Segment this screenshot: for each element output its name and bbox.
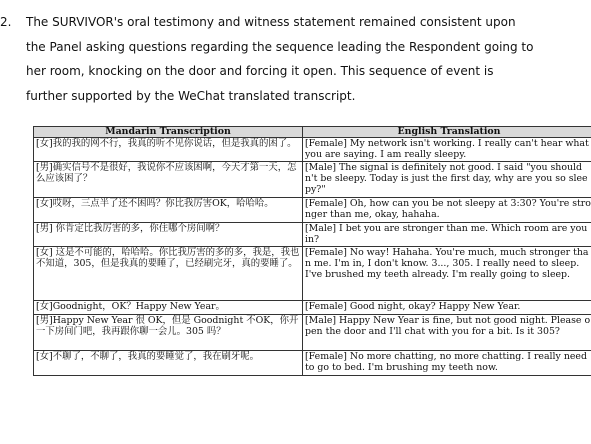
english-cell: [Male] Happy New Year is fine, but not good night. Please open the door and I'll chat with you for a bit. Is it 305? [303, 315, 591, 351]
header-english-translation: English Translation [303, 127, 591, 138]
mandarin-cell: [男] 你肯定比我厉害的多，你住哪个房间啊？ [34, 223, 303, 247]
wechat-transcript-table [33, 126, 591, 376]
paragraph-text: The SURVIVOR's oral testimony and witness statement remained consistent upon the Panel asking questions regarding the sequence leading the Respondent going to her room, knocking on the door and forcing it open. This sequence of event is further supported by the WeChat translated transcript. [26, 15, 534, 103]
english-cell: [Female] Good night, okay? Happy New Year. [303, 301, 591, 315]
table-row [34, 315, 591, 351]
header-mandarin-transcription: Mandarin Transcription [34, 127, 303, 138]
paragraph-number: 2. [0, 15, 12, 29]
table-row [34, 223, 591, 247]
english-cell: [Female] Oh, how can you be not sleepy at 3:30? You're stronger than me, okay, hahaha. [303, 198, 591, 223]
mandarin-cell: [女]不聊了，不聊了，我真的要睡觉了，我在刷牙呢。 [34, 351, 303, 376]
english-cell: [Female] No more chatting, no more chatting. I really need to go to bed. I'm brushing my teeth now. [303, 351, 591, 376]
mandarin-cell: [男]Happy New Year 很 OK，但是 Goodnight 不OK，你开一下房间门吧，我再跟你聊一会儿。305 吗？ [34, 315, 303, 351]
mandarin-cell: [女]我的我的网不行，我真的听不见你说话，但是我真的困了。 [34, 138, 303, 162]
table-row [34, 162, 591, 198]
mandarin-cell: [女]Goodnight，OK？Happy New Year。 [34, 301, 303, 315]
mandarin-cell: [女]哎呀，三点半了还不困吗？你比我厉害OK，哈哈哈。 [34, 198, 303, 223]
table-row [34, 301, 591, 315]
english-cell: [Male] The signal is definitely not good. I said "you shouldn't be sleepy. Today is just the first day, why are you so sleepy?" [303, 162, 591, 198]
table-row [34, 138, 591, 162]
english-cell: [Female] No way! Hahaha. You're much, much stronger than me. I'm in, I don't know. 3..., 305. I really need to sleep. I've brushed my teeth already. I'm really going to sleep. [303, 247, 591, 301]
table-header-row [34, 127, 591, 138]
table-row [34, 198, 591, 223]
english-cell: [Male] I bet you are stronger than me. Which room are you in? [303, 223, 591, 247]
table-row [34, 351, 591, 376]
english-cell: [Female] My network isn't working. I really can't hear what you are saying. I am really sleepy. [303, 138, 591, 162]
mandarin-cell: [女] 这是不可能的，哈哈哈。你比我厉害的多的多，我是，我也不知道，305，但是我真的要睡了，已经刷完牙，真的要睡了。 [34, 247, 303, 301]
mandarin-cell: [男]确实信号不是很好，我说你不应该困啊，今天才第一天，怎么应该困了？ [34, 162, 303, 198]
table-row [34, 247, 591, 301]
